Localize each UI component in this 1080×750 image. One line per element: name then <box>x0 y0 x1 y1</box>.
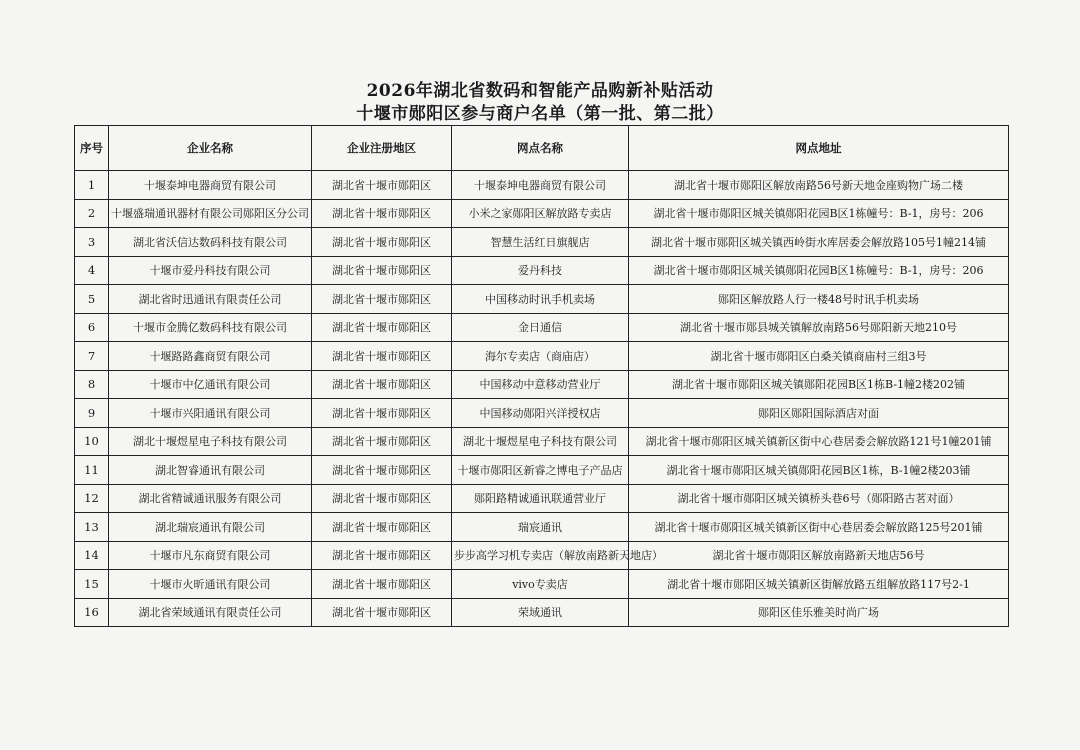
cell-company-name: 湖北瑞宸通讯有限公司 <box>109 513 312 542</box>
cell-outlet-name: 瑞宸通讯 <box>452 513 629 542</box>
cell-outlet-address: 湖北省十堰市郧阳区解放南路56号新天地金座购物广场二楼 <box>629 171 1009 200</box>
cell-company-name: 十堰市兴阳通讯有限公司 <box>109 399 312 428</box>
cell-company-name: 十堰市凡东商贸有限公司 <box>109 541 312 570</box>
table-row <box>75 228 1009 257</box>
table-row <box>75 285 1009 314</box>
cell-outlet-name: 步步高学习机专卖店（解放南路新天地店） <box>452 541 629 570</box>
cell-outlet-address: 湖北省十堰市郧阳区解放南路新天地店56号 <box>629 541 1009 570</box>
header-registered-area: 企业注册地区 <box>312 126 452 171</box>
cell-index: 11 <box>75 456 109 485</box>
cell-outlet-address: 湖北省十堰市郧阳区城关镇西岭街水库居委会解放路105号1幢214铺 <box>629 228 1009 257</box>
cell-registered-area: 湖北省十堰市郧阳区 <box>312 484 452 513</box>
cell-company-name: 十堰泰坤电器商贸有限公司 <box>109 171 312 200</box>
cell-outlet-name: 小米之家郧阳区解放路专卖店 <box>452 199 629 228</box>
cell-outlet-address: 湖北省十堰市郧阳区白桑关镇商庙村三组3号 <box>629 342 1009 371</box>
table-row <box>75 541 1009 570</box>
cell-outlet-address: 湖北省十堰市郧阳区城关镇郧阳花园B区1栋，B-1幢2楼203铺 <box>629 456 1009 485</box>
table-row <box>75 598 1009 627</box>
cell-registered-area: 湖北省十堰市郧阳区 <box>312 256 452 285</box>
cell-index: 3 <box>75 228 109 257</box>
cell-outlet-name: 郧阳路精诚通讯联通营业厅 <box>452 484 629 513</box>
cell-outlet-name: 十堰泰坤电器商贸有限公司 <box>452 171 629 200</box>
cell-registered-area: 湖北省十堰市郧阳区 <box>312 541 452 570</box>
cell-index: 1 <box>75 171 109 200</box>
cell-index: 2 <box>75 199 109 228</box>
cell-registered-area: 湖北省十堰市郧阳区 <box>312 171 452 200</box>
document-subtitle: 十堰市郧阳区参与商户名单（第一批、第二批） <box>356 104 724 124</box>
cell-company-name: 湖北省时迅通讯有限责任公司 <box>109 285 312 314</box>
cell-outlet-name: 十堰市郧阳区新睿之博电子产品店 <box>452 456 629 485</box>
cell-outlet-address: 湖北省十堰市郧阳区城关镇郧阳花园B区1栋B-1幢2楼202铺 <box>629 370 1009 399</box>
cell-company-name: 湖北省沃信达数码科技有限公司 <box>109 228 312 257</box>
table-row <box>75 171 1009 200</box>
header-company-name: 企业名称 <box>109 126 312 171</box>
cell-index: 8 <box>75 370 109 399</box>
cell-index: 16 <box>75 598 109 627</box>
table-header-row <box>75 126 1009 171</box>
cell-index: 13 <box>75 513 109 542</box>
cell-outlet-address: 郧阳区解放路人行一楼48号时讯手机卖场 <box>629 285 1009 314</box>
cell-outlet-address: 湖北省十堰市郧阳区城关镇郧阳花园B区1栋幢号：B-1，房号：206 <box>629 199 1009 228</box>
cell-company-name: 湖北智睿通讯有限公司 <box>109 456 312 485</box>
cell-registered-area: 湖北省十堰市郧阳区 <box>312 570 452 599</box>
cell-registered-area: 湖北省十堰市郧阳区 <box>312 342 452 371</box>
table-row <box>75 484 1009 513</box>
cell-company-name: 十堰路路鑫商贸有限公司 <box>109 342 312 371</box>
cell-index: 7 <box>75 342 109 371</box>
cell-company-name: 湖北省荣域通讯有限责任公司 <box>109 598 312 627</box>
cell-outlet-name: 中国移动时讯手机卖场 <box>452 285 629 314</box>
cell-index: 14 <box>75 541 109 570</box>
cell-outlet-address: 湖北省十堰市郧县城关镇解放南路56号郧阳新天地210号 <box>629 313 1009 342</box>
cell-registered-area: 湖北省十堰市郧阳区 <box>312 399 452 428</box>
cell-company-name: 十堰市火昕通讯有限公司 <box>109 570 312 599</box>
cell-outlet-address: 湖北省十堰市郧阳区城关镇新区街中心巷居委会解放路125号201铺 <box>629 513 1009 542</box>
cell-outlet-address: 湖北省十堰市郧阳区城关镇桥头巷6号（郧阳路古茗对面） <box>629 484 1009 513</box>
cell-company-name: 十堰盛瑞通讯器材有限公司郧阳区分公司 <box>109 199 312 228</box>
cell-outlet-address: 郧阳区郧阳国际酒店对面 <box>629 399 1009 428</box>
table-row <box>75 399 1009 428</box>
cell-registered-area: 湖北省十堰市郧阳区 <box>312 456 452 485</box>
cell-outlet-name: 爱丹科技 <box>452 256 629 285</box>
cell-company-name: 湖北省精诚通讯服务有限公司 <box>109 484 312 513</box>
cell-outlet-name: 中国移动中意移动营业厅 <box>452 370 629 399</box>
cell-registered-area: 湖北省十堰市郧阳区 <box>312 370 452 399</box>
header-outlet-name: 网点名称 <box>452 126 629 171</box>
cell-company-name: 十堰市爱丹科技有限公司 <box>109 256 312 285</box>
cell-registered-area: 湖北省十堰市郧阳区 <box>312 313 452 342</box>
cell-index: 4 <box>75 256 109 285</box>
cell-company-name: 十堰市金腾亿数码科技有限公司 <box>109 313 312 342</box>
cell-registered-area: 湖北省十堰市郧阳区 <box>312 513 452 542</box>
cell-outlet-name: 湖北十堰煜星电子科技有限公司 <box>452 427 629 456</box>
table-row <box>75 342 1009 371</box>
cell-registered-area: 湖北省十堰市郧阳区 <box>312 427 452 456</box>
table-row <box>75 513 1009 542</box>
table-body <box>75 171 1009 627</box>
cell-outlet-name: 金日通信 <box>452 313 629 342</box>
cell-outlet-name: 智慧生活红日旗舰店 <box>452 228 629 257</box>
header-index: 序号 <box>75 126 109 171</box>
table-row <box>75 199 1009 228</box>
cell-index: 12 <box>75 484 109 513</box>
cell-outlet-name: 荣域通讯 <box>452 598 629 627</box>
table-row <box>75 370 1009 399</box>
cell-index: 9 <box>75 399 109 428</box>
table-row <box>75 570 1009 599</box>
cell-index: 15 <box>75 570 109 599</box>
cell-index: 6 <box>75 313 109 342</box>
cell-outlet-name: 中国移动郧阳兴洋授权店 <box>452 399 629 428</box>
cell-outlet-address: 湖北省十堰市郧阳区城关镇郧阳花园B区1栋幢号：B-1，房号：206 <box>629 256 1009 285</box>
cell-outlet-name: vivo专卖店 <box>452 570 629 599</box>
cell-registered-area: 湖北省十堰市郧阳区 <box>312 598 452 627</box>
cell-index: 5 <box>75 285 109 314</box>
cell-company-name: 湖北十堰煜星电子科技有限公司 <box>109 427 312 456</box>
table-row <box>75 256 1009 285</box>
cell-outlet-address: 湖北省十堰市郧阳区城关镇新区街解放路五组解放路117号2-1 <box>629 570 1009 599</box>
cell-outlet-name: 海尔专卖店（商庙店） <box>452 342 629 371</box>
document-title: 2026年湖北省数码和智能产品购新补贴活动 <box>366 81 714 101</box>
table-row <box>75 427 1009 456</box>
cell-outlet-address: 郧阳区佳乐雅美时尚广场 <box>629 598 1009 627</box>
cell-registered-area: 湖北省十堰市郧阳区 <box>312 285 452 314</box>
cell-outlet-address: 湖北省十堰市郧阳区城关镇新区街中心巷居委会解放路121号1幢201铺 <box>629 427 1009 456</box>
cell-registered-area: 湖北省十堰市郧阳区 <box>312 228 452 257</box>
cell-registered-area: 湖北省十堰市郧阳区 <box>312 199 452 228</box>
header-outlet-address: 网点地址 <box>629 126 1009 171</box>
cell-index: 10 <box>75 427 109 456</box>
table-row <box>75 456 1009 485</box>
table-row <box>75 313 1009 342</box>
merchant-table <box>74 125 1009 627</box>
cell-company-name: 十堰市中亿通讯有限公司 <box>109 370 312 399</box>
